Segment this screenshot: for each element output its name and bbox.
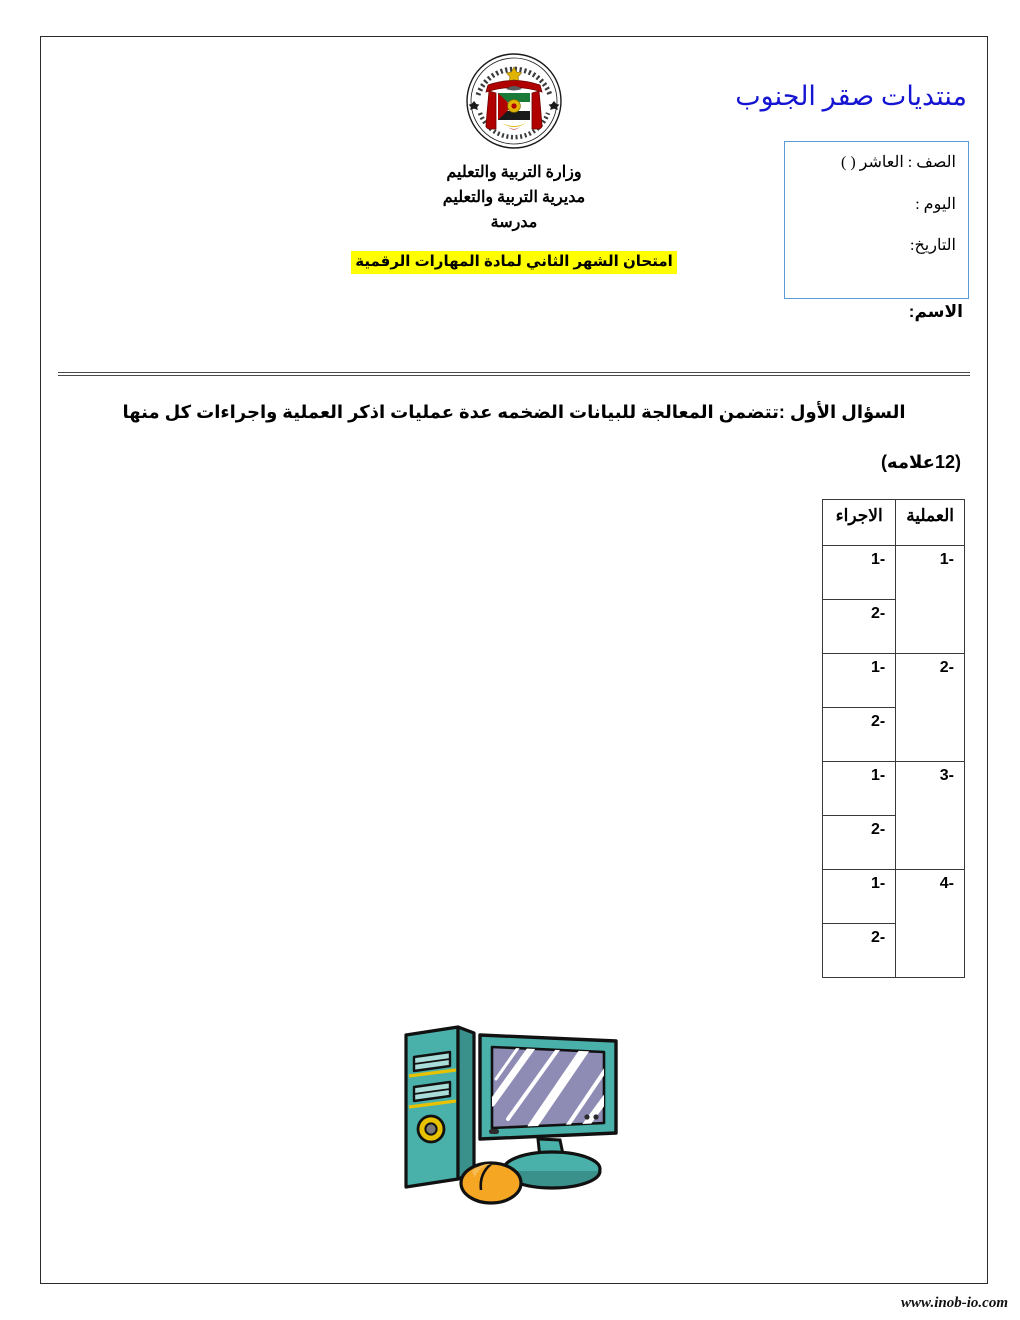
procedure-cell[interactable]: -1 xyxy=(823,546,896,600)
exam-title: امتحان الشهر الثاني لمادة المهارات الرقمية xyxy=(351,251,677,274)
procedure-cell[interactable]: -1 xyxy=(823,762,896,816)
procedure-cell[interactable]: -2 xyxy=(823,816,896,870)
table-row xyxy=(823,762,965,816)
operation-cell[interactable]: -4 xyxy=(896,870,965,978)
procedure-cell[interactable]: -2 xyxy=(823,708,896,762)
emblem-container xyxy=(41,49,987,153)
date-line: التاريخ: xyxy=(910,237,956,255)
operation-cell[interactable]: -1 xyxy=(896,546,965,654)
table-header-procedure: الاجراء xyxy=(823,500,896,546)
site-title: منتديات صقر الجنوب xyxy=(735,81,967,111)
operation-cell[interactable]: -2 xyxy=(896,654,965,762)
question-1-marks: (12علامه) xyxy=(880,452,961,472)
procedure-cell[interactable]: -1 xyxy=(823,870,896,924)
procedure-cell[interactable]: -1 xyxy=(823,654,896,708)
exam-title-container xyxy=(41,251,987,274)
question-1-text: السؤال الأول :تتضمن المعالجة للبيانات الضخمه عدة عمليات اذكر العملية واجراءات كل منها xyxy=(122,402,906,422)
procedure-cell[interactable]: -2 xyxy=(823,924,896,978)
day-line: اليوم : xyxy=(915,195,956,213)
table-row xyxy=(823,546,965,600)
jordan-coat-of-arms-icon xyxy=(462,49,566,153)
answer-table xyxy=(822,499,965,978)
table-row xyxy=(823,870,965,924)
procedure-cell[interactable]: -2 xyxy=(823,600,896,654)
table-row xyxy=(823,654,965,708)
operation-cell[interactable]: -3 xyxy=(896,762,965,870)
header-divider xyxy=(58,372,970,376)
desktop-computer-icon xyxy=(388,1019,640,1215)
ministry-header xyxy=(41,161,987,235)
ministry-line-2: مديرية التربية والتعليم xyxy=(442,188,586,206)
clipart-container xyxy=(41,1019,987,1215)
class-line: الصف : العاشر ( ) xyxy=(840,154,956,171)
ministry-line-1: وزارة التربية والتعليم xyxy=(446,164,582,181)
table-header-operation: العملية xyxy=(896,500,965,546)
name-field-label: الاسم: xyxy=(908,302,963,321)
ministry-line-3: مدرسة xyxy=(490,213,538,231)
page-frame xyxy=(40,36,988,1284)
footer-watermark: www.inob-io.com xyxy=(901,1295,1008,1311)
table-header-row xyxy=(823,500,965,546)
